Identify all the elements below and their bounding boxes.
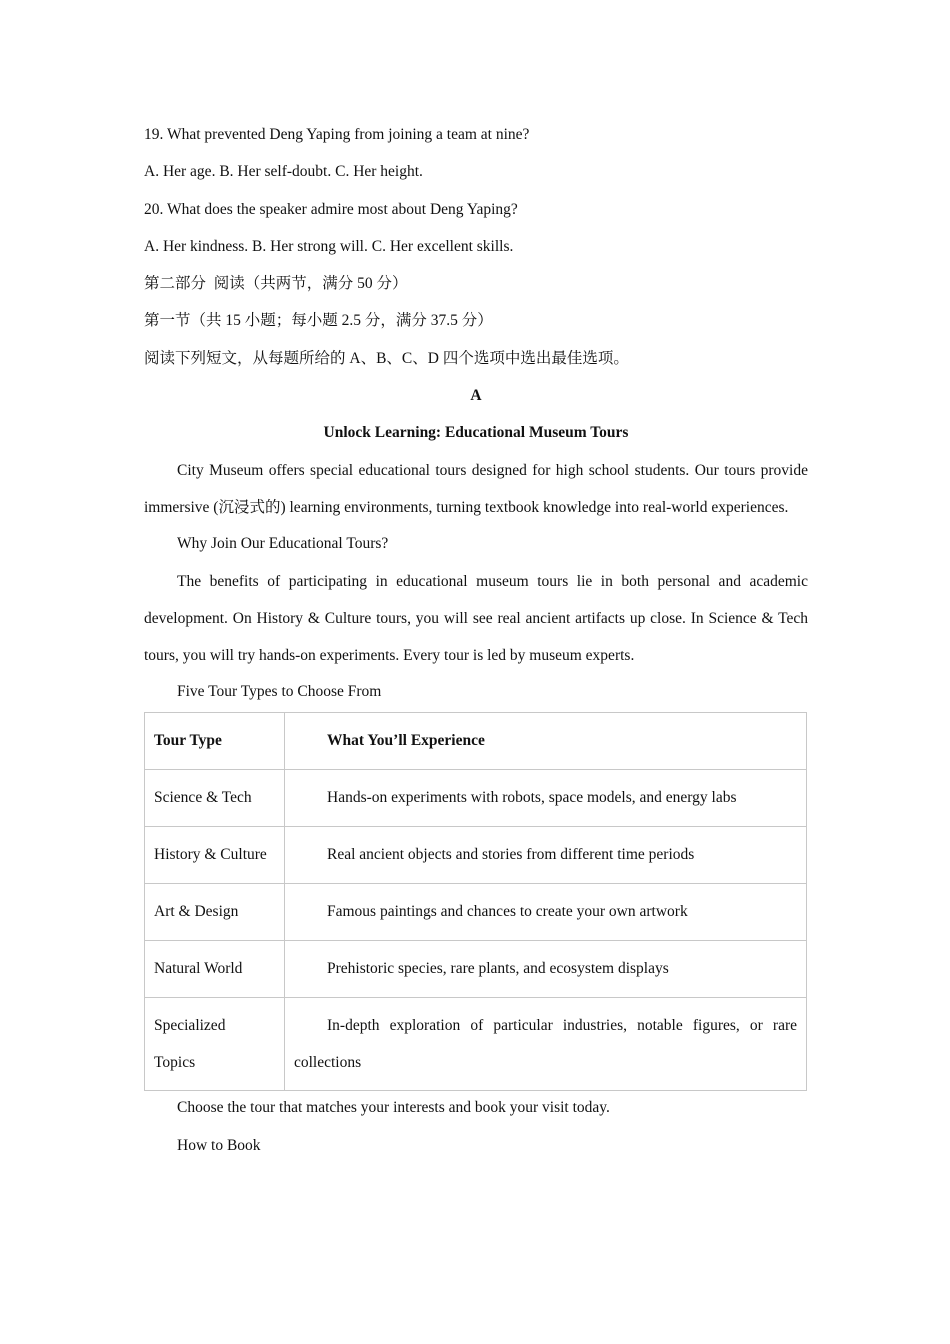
row-experience <box>285 770 807 827</box>
row-experience-text: Real ancient objects and stories from different time periods <box>327 846 695 864</box>
question-19: 19. What prevented Deng Yaping from joining a team at nine? <box>144 126 530 143</box>
table-row <box>145 827 807 884</box>
passage-letter: A <box>470 387 482 405</box>
row-tour-type: Science & Tech <box>145 770 285 827</box>
why-heading: Why Join Our Educational Tours? <box>177 535 389 553</box>
header-tour-type: Tour Type <box>145 713 285 770</box>
section-heading: 第二部分 阅读（共两节，满分 50 分） <box>144 275 408 293</box>
closing-text: Choose the tour that matches your interests and book your visit today. <box>177 1099 610 1117</box>
tour-types-table <box>144 712 807 1091</box>
why-body: The benefits of participating in educational museum tours lie in both personal and academic development. On History & Culture tours, you will see real ancient artifacts up close. In Science & Tech tours, you will try hands-on experiments. Every tour is led by museum experts. <box>144 572 808 665</box>
instructions: 阅读下列短文，从每题所给的 A、B、C、D 四个选项中选出最佳选项。 <box>144 349 629 367</box>
table-row <box>145 884 807 941</box>
table-row <box>145 998 807 1091</box>
passage-title: Unlock Learning: Educational Museum Tours <box>323 424 629 442</box>
header-experience-text: What You’ll Experience <box>327 732 485 750</box>
subsection-heading: 第一节（共 15 小题；每小题 2.5 分，满分 37.5 分） <box>144 312 493 330</box>
table-row <box>145 941 807 998</box>
document-page <box>144 122 808 1170</box>
table-header-row <box>145 713 807 770</box>
row-experience-text: In-depth exploration of particular industries, notable figures, or rare collections <box>294 1017 797 1072</box>
passage-intro: City Museum offers special educational tours designed for high school students. Our tours provide immersive (沉浸式的) learning environments, turning textbook knowledge into real-world experiences. <box>144 461 808 516</box>
header-experience <box>285 713 807 770</box>
table-row <box>145 770 807 827</box>
row-experience <box>285 941 807 998</box>
question-20: 20. What does the speaker admire most about Deng Yaping? <box>144 200 518 218</box>
row-experience <box>285 827 807 884</box>
question-20-options: A. Her kindness. B. Her strong will. C. Her excellent skills. <box>144 237 514 255</box>
question-19-options: A. Her age. B. Her self-doubt. C. Her height. <box>144 163 423 181</box>
row-tour-type: History & Culture <box>145 827 285 884</box>
row-experience-text: Hands-on experiments with robots, space models, and energy labs <box>327 789 737 807</box>
row-experience <box>285 884 807 941</box>
row-experience <box>285 998 807 1091</box>
row-experience-text: Prehistoric species, rare plants, and ecosystem displays <box>327 960 669 978</box>
row-tour-type: Natural World <box>145 941 285 998</box>
how-to-book-heading: How to Book <box>177 1136 261 1154</box>
row-experience-text: Famous paintings and chances to create your own artwork <box>327 903 688 921</box>
row-tour-type: Specialized Topics <box>145 998 285 1091</box>
row-tour-type: Art & Design <box>145 884 285 941</box>
types-heading: Five Tour Types to Choose From <box>177 683 382 701</box>
